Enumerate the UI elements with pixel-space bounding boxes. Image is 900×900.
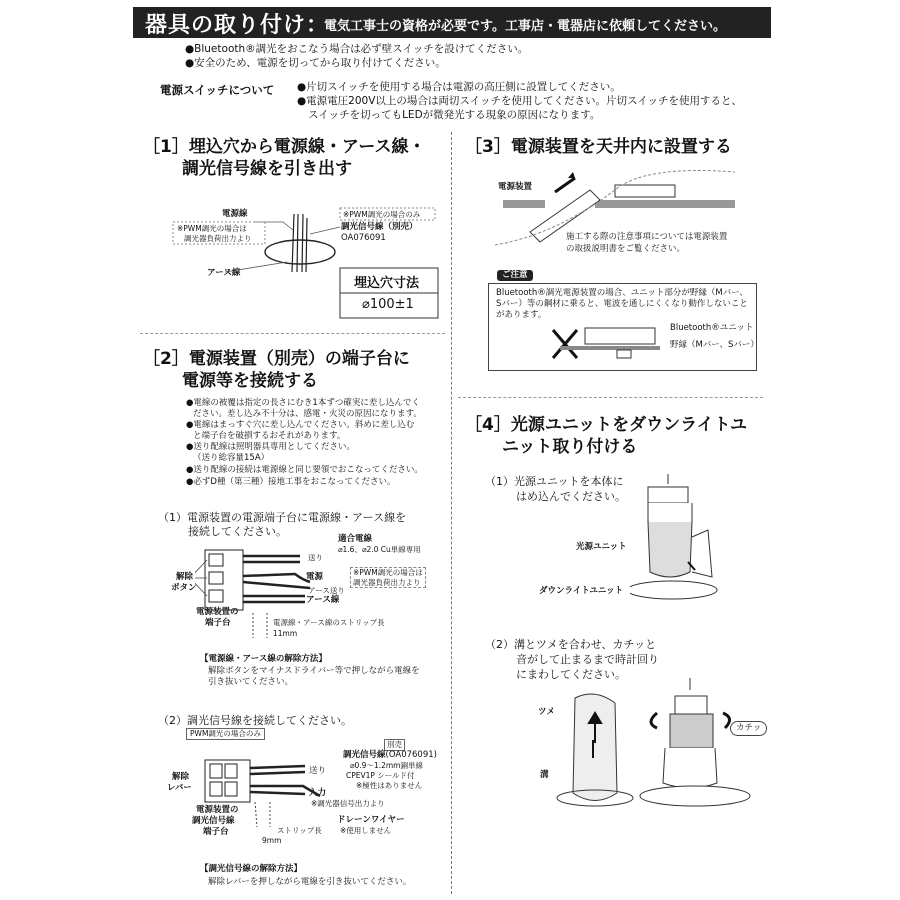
send-label: 送り	[308, 553, 323, 562]
section-divider-right	[458, 397, 763, 398]
step2-note-2: ださい。差し込み不十分は、感電・火災の原因になります。	[193, 409, 422, 419]
bluetooth-unit-label: Bluetooth®ユニット	[670, 323, 754, 333]
pwm-only-tag: PWM調光の場合のみ	[186, 728, 265, 740]
step2-note-7: ●送り配線の接続は電源線と同じ要領でおこなってください。	[186, 465, 423, 475]
fit-wire-spec: ⌀1.6、⌀2.0 Cu単線専用	[338, 545, 421, 554]
pwm-note-line-2: 調光器負荷出力より	[353, 577, 421, 587]
signal-terminal-label-2: 調光信号線	[192, 816, 235, 826]
step2-note-6: （送り総容量15A）	[193, 453, 270, 463]
step2-note-5: ●送り配線は照明器具専用としてください。	[186, 442, 355, 452]
step2-note-1: ●電線の被覆は指定の長さにむき1本ずつ確実に差し込んでく	[186, 398, 420, 408]
step4-sub2-line3: にまわしてください。	[516, 668, 626, 681]
strip-length-label: 電源線・アース線のストリップ長	[273, 618, 385, 627]
step4-sub1-line2: はめ込んでください。	[516, 490, 626, 503]
signal-spec-1: ⌀0.9～1.2mm銅単線	[350, 761, 423, 770]
power-switch-line-2: ●電源電圧200V以上の場合は両切スイッチを使用してください。片切スイッチを使用すると、	[297, 95, 743, 107]
strip2-value: 9mm	[262, 836, 282, 845]
step2-title-line1: ［2］電源装置（別売）の端子台に	[143, 349, 410, 369]
step1-power-wire-label: 電源線	[222, 209, 248, 219]
caution-line-3: があります。	[496, 310, 547, 320]
claw-label: ツメ	[538, 707, 555, 717]
terminal-label-2: 端子台	[205, 618, 231, 628]
hole-size-value: ⌀100±1	[362, 297, 414, 312]
step3-device-label: 電源装置	[498, 182, 533, 192]
from-dimmer-note: ※調光器信号出力より	[311, 799, 385, 808]
drain-wire-note: ※使用しません	[340, 826, 392, 835]
release-button-label-2: ボタン	[171, 583, 197, 593]
signal-spec-2: CPEV1P シールド付	[346, 771, 415, 780]
fit-wire-label: 適合電線	[338, 534, 373, 544]
intro-bullet-2: ●安全のため、電源を切ってから取り付けてください。	[185, 57, 446, 69]
send2-label: 送り	[309, 766, 327, 776]
step2-sub2-title: （2）調光信号線を接続してください。	[158, 714, 352, 727]
release-method-text-1: 解除ボタンをマイナスドライバー等で押しながら電線を	[208, 666, 420, 676]
input-label: 入力	[309, 788, 327, 798]
rotate-install-diagram	[545, 668, 760, 818]
sold-separately-tag: 別売	[384, 739, 405, 751]
step1-earth-label: アース線	[207, 268, 241, 278]
page-header	[133, 7, 771, 38]
release-button-label-1: 解除	[176, 572, 194, 582]
hole-size-label: 埋込穴寸法	[354, 276, 420, 291]
no-polarity-note: ※極性はありません	[356, 781, 423, 790]
step2-note-8: ●必ずD種（第三種）接地工事をおこなってください。	[186, 477, 396, 487]
strip-length-value: 11mm	[273, 629, 298, 638]
step2-sub1-line1: （1）電源装置の電源端子台に電源線・アース線を	[158, 511, 407, 524]
intro-bullet-1: ●Bluetooth®調光をおこなう場合は必ず壁スイッチを設けてください。	[185, 43, 529, 55]
release-method-text-2: 引き抜いてください。	[208, 677, 294, 687]
drain-wire-label: ドレーンワイヤー	[337, 815, 405, 825]
step1-title-line2: 調光信号線を引き出す	[182, 159, 352, 179]
step3-title: ［3］電源装置を天井内に設置する	[465, 137, 732, 157]
section-divider-left	[140, 333, 445, 334]
step1-signal-label: 調光信号線（別売）	[341, 222, 418, 232]
earth-send-label: アース送り	[308, 586, 345, 595]
step2-sub1-line2: 接続してください。	[188, 525, 287, 538]
power-switch-line-1: ●片切スイッチを使用する場合は電源の高圧側に設置してください。	[297, 81, 621, 93]
caution-diagram	[545, 320, 665, 365]
step1-part-number: OA076091	[341, 233, 386, 243]
step3-note-1: 施工する際の注意事項については電源装置	[566, 232, 728, 242]
power-switch-line-3: スイッチを切ってもLEDが微発光する現象の原因になります。	[308, 109, 601, 121]
step4-sub2-line2: 音がして止まるまで時計回り	[516, 653, 659, 666]
header-title: 器具の取り付け：	[145, 13, 330, 38]
click-label: カチッ	[730, 721, 767, 736]
caution-line-2: Sバー）等の鋼材に乗ると、電波を通しにくくなり動作しないこと	[496, 299, 748, 309]
caution-tag: ご注意	[497, 270, 533, 281]
release-lever-label-1: 解除	[172, 772, 190, 782]
signal-wire-label	[343, 750, 437, 761]
step2-note-3: ●電線はまっすぐ穴に差し込んでください。斜めに差し込む	[186, 420, 415, 430]
downlight-unit-label: ダウンライトユニット	[539, 586, 624, 596]
signal-wire-part: (OA076091)	[385, 750, 437, 760]
signal-terminal-label-1: 電源装置の	[196, 805, 239, 815]
light-unit-diagram	[630, 462, 750, 612]
header-subtitle: 電気工事士の資格が必要です。工事店・電器店に依頼してください。	[324, 19, 726, 34]
step2-note-4: と端子台を破損するおそれがあります。	[193, 431, 346, 441]
signal-wire-name: 調光信号線	[343, 750, 386, 760]
step3-note-2: の取扱説明書をご覧ください。	[566, 244, 686, 254]
release2-text: 解除レバーを押しながら電線を引き抜いてください。	[208, 877, 412, 887]
signal-terminal-label-3: 端子台	[203, 827, 229, 837]
release-lever-label-2: レバー	[167, 783, 192, 793]
groove-label: 溝	[540, 770, 549, 780]
power-switch-label: 電源スイッチについて	[160, 83, 275, 97]
pwm-note-box	[350, 567, 426, 588]
earth-wire-label: アース線	[306, 595, 340, 605]
step4-sub1-line1: （1）光源ユニットを本体に	[485, 475, 624, 488]
step2-title-line2: 電源等を接続する	[182, 371, 318, 391]
bar-label: 野縁（Mバー、Sバー）	[670, 340, 759, 350]
step4-sub2-line1: （2）溝とツメを合わせ、カチッと	[485, 638, 657, 651]
pwm-note-line-1: ※PWM調光の場合は	[353, 568, 423, 577]
step1-pwm-note-1: ※PWM調光の場合は	[177, 224, 247, 233]
step1-pwm-note-2: 調光器負荷出力より	[184, 234, 252, 243]
step1-title-line1: ［1］埋込穴から電源線・アース線・	[143, 137, 426, 157]
light-unit-label: 光源ユニット	[576, 542, 627, 552]
terminal-label-1: 電源装置の	[196, 607, 239, 617]
caution-line-1: Bluetooth®調光電源装置の場合、ユニット部分が野縁（Mバー、	[496, 288, 748, 298]
power-label: 電源	[306, 572, 324, 582]
step4-title-line1: ［4］光源ユニットをダウンライトユ	[465, 415, 747, 435]
step4-title-line2: ニット取り付ける	[502, 437, 638, 457]
strip2-label: ストリップ長	[277, 826, 322, 835]
release-method-title: 【電源線・アース線の解除方法】	[200, 654, 327, 664]
step1-pwm-only: ※PWM調光の場合のみ	[343, 210, 421, 219]
release2-title: 【調光信号線の解除方法】	[200, 864, 303, 874]
